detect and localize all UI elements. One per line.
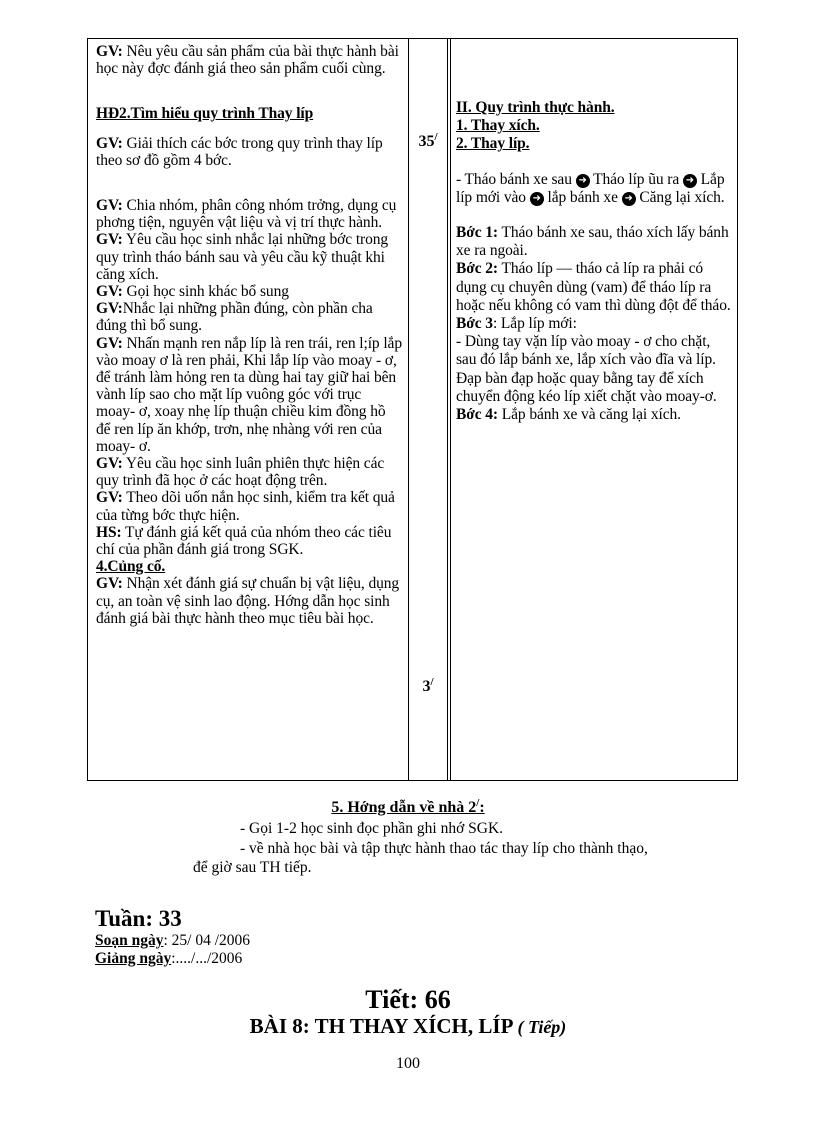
activity-heading: HĐ2.Tìm hiểu quy trình Thay líp xyxy=(96,105,314,123)
step-3: Bớc 3: Lắp líp mới: xyxy=(456,315,577,333)
homework-title: 5. Hớng dẫn về nhà 2/: xyxy=(331,797,485,816)
activity-paragraph: HS: Tự đánh giá kết quả của nhóm theo các tiêu chí của phần đánh giá trong SGK. xyxy=(96,523,392,559)
section-heading: 1. Thay xích. xyxy=(456,117,540,135)
homework-line: để giờ sau TH tiếp. xyxy=(193,859,312,876)
activity-paragraph: GV:Nhắc lại những phần đúng, còn phần cha đúng thì bổ sung. xyxy=(96,300,373,335)
activity-paragraph: GV: Gọi học sinh khác bổ sung xyxy=(96,283,289,301)
activities-column xyxy=(96,43,402,627)
lesson-table xyxy=(87,38,738,781)
time-3: 3/ xyxy=(422,676,434,695)
procedure-flow: - Tháo bánh xe sau ➜ Tháo líp ũu ra ➜ Lắp líp mới vào ➜ lắp bánh xe ➜ Căng lại xích. xyxy=(456,170,725,206)
activity-paragraph: GV: Theo dõi uốn nắn học sinh, kiểm tra kết quả của từng bớc thực hiện. xyxy=(96,489,395,524)
period-title: Tiết: 66 xyxy=(365,985,451,1014)
step-3-detail: - Dùng tay vặn líp vào moay - ơ cho chặt, sau đó lắp bánh xe, lắp xích vào đĩa và líp. Đạp bàn đạp hoặc quay bằng tay để xích chuyển động kéo líp xiết chặt vào moay-ơ. xyxy=(456,333,717,405)
arrow-circle-icon: ➜ xyxy=(530,192,544,206)
arrow-circle-icon: ➜ xyxy=(622,192,636,206)
lesson-title: BÀI 8: TH THAY XÍCH, LÍP ( Tiếp) xyxy=(249,1014,567,1038)
activity-paragraph: GV: Nhấn mạnh ren nắp líp là ren trái, ren l;íp lắp vào moay ơ là ren phải, Khi lắp líp vào moay - ơ, để tránh làm hỏng ren ta dùng hai tay giữ hai bên vành líp sao cho mặt líp vuông góc với trục moay- ơ, xoay nhẹ líp thuận chiều kim đồng hồ để ren líp ăn khớp, trơn, nhẹ nhàng với ren của moay- ơ. xyxy=(96,334,402,455)
activity-paragraph: GV: Chia nhóm, phân công nhóm trởng, dụng cụ phơng tiện, nguyên vật liệu và vị trí thực hành. xyxy=(96,197,397,232)
arrow-circle-icon: ➜ xyxy=(683,174,697,188)
step-1: Bớc 1: Tháo bánh xe sau, tháo xích lấy bánh xe ra ngoài. xyxy=(456,224,729,260)
homework-line: - Gọi 1-2 học sinh đọc phần ghi nhớ SGK. xyxy=(240,820,504,837)
column-divider xyxy=(450,39,451,780)
arrow-circle-icon: ➜ xyxy=(576,174,590,188)
activity-paragraph: GV: Nêu yêu cầu sản phẩm của bài thực hành bài học này đợc đánh giá theo sản phẩm cuối cùng. xyxy=(96,43,399,78)
page-number: 100 xyxy=(396,1055,420,1072)
activity-paragraph: GV: Nhận xét đánh giá sự chuẩn bị vật liệu, dụng cụ, an toàn vệ sinh lao động. Hớng dẫn học sinh đánh giá bài thực hành theo mục tiêu bài học. xyxy=(96,575,400,627)
step-2: Bớc 2: Tháo líp — tháo cả líp ra phải có dụng cụ chuyên dùng (vam) để tháo líp ra hoặc nếu không có vam thì dùng đột để tháo. xyxy=(456,260,731,314)
time-35: 35/ xyxy=(418,131,438,150)
activity-paragraph: GV: Yêu cầu học sinh luân phiên thực hiện các quy trình đã học ở các hoạt động trên. xyxy=(96,455,385,490)
section-heading: II. Quy trình thực hành. xyxy=(456,99,615,116)
homework-line: - về nhà học bài và tập thực hành thao tác thay líp cho thành thạo, xyxy=(240,840,648,857)
teaching-date: Giảng ngày:..../.../2006 xyxy=(95,950,243,967)
step-4: Bớc 4: Lắp bánh xe và căng lại xích. xyxy=(456,406,681,424)
column-divider xyxy=(447,39,448,780)
activity-paragraph: GV: Giải thích các bớc trong quy trình thay líp theo sơ đồ gồm 4 bớc. xyxy=(96,134,383,169)
activity-heading: 4.Củng cố. xyxy=(96,558,166,576)
activity-paragraph: GV: Yêu cầu học sinh nhắc lại những bớc trong quy trình tháo bánh sau và yêu cầu kỹ thuật khi căng xích. xyxy=(96,231,389,283)
week-label: Tuần: 33 xyxy=(95,906,182,931)
section-heading: 2. Thay líp. xyxy=(456,135,530,153)
prepared-date: Soạn ngày: 25/ 04 /2006 xyxy=(95,932,251,949)
content-column xyxy=(456,99,734,424)
